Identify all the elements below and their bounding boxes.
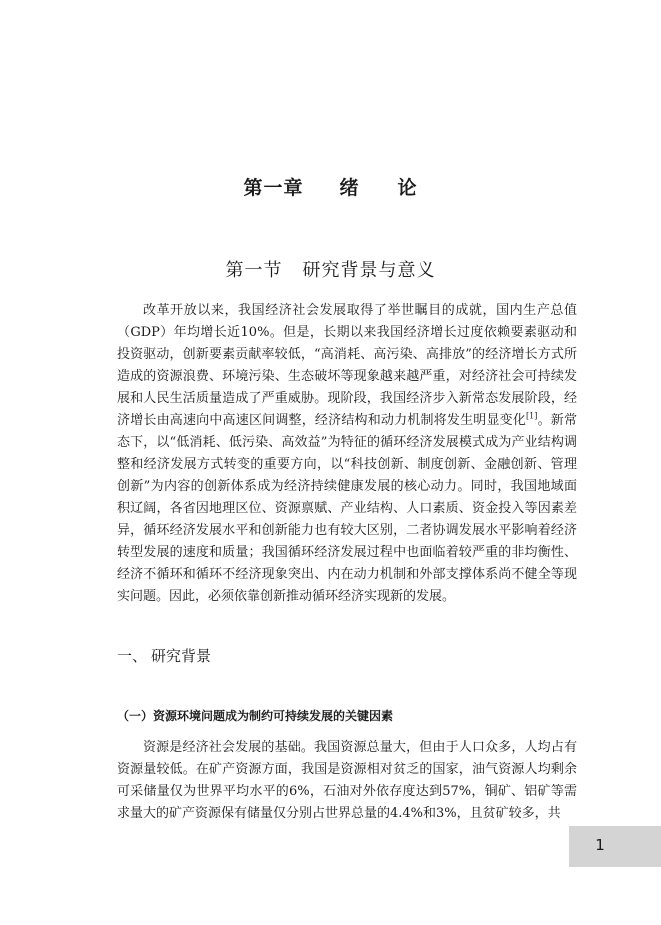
paragraph-intro-text-a: 改革开放以来，我国经济社会发展取得了举世瞩目的成就，国内生产总值（GDP）年均增长近10%。但是，长期以来我国经济增长过度依赖要素驱动和投资驱动，创新要素贡献率较低，“高消耗、高污染、高排放”的经济增长方式所造成的资源浪费、环境污染、生态破坏等现象越来越严重，对经济社会可持续发展和人民生活质量造成了严重威胁。现阶段，我国经济步入新常态发展阶段，经济增长由高速向中高速区间调整，经济结构和动力机制将发生明显变化 xyxy=(117,303,577,428)
section-label: 第一节 xyxy=(225,260,283,281)
paragraph-resources-text: 资源是经济社会发展的基础。我国资源总量大，但由于人口众多，人均占有资源量较低。在矿产资源方面，我国是资源相对贫乏的国家，油气资源人均剩余可采储量仅为世界平均水平的6%，石油对外依存度达到57%，铜矿、铝矿等需求量大的矿产资源保有储量仅分别占世界总量的4.4%和3%，且贫矿较多，共 xyxy=(117,740,577,821)
page-number: 1 xyxy=(595,836,605,854)
section-title xyxy=(0,256,661,282)
page-number-tab xyxy=(569,826,661,867)
subsubheading-number: （一） xyxy=(117,709,154,723)
paragraph-intro xyxy=(117,300,577,608)
subsubheading-title: 资源环境问题成为制约可持续发展的关键因素 xyxy=(153,709,394,723)
section-title-text: 研究背景与意义 xyxy=(302,260,436,281)
subsubheading-resource-environment xyxy=(117,707,393,724)
paragraph-intro-text-b: 。新常态下，以“低消耗、低污染、高效益”为特征的循环经济发展模式成为产业结构调整和经济发展方式转变的重要方向，以“科技创新、制度创新、金融创新、管理创新”为内容的创新体系成为经济持续健康发展的核心动力。同时，我国地域面积辽阔，各省因地理区位、资源禀赋、产业结构、人口素质、资金投入等因素差异，循环经济发展水平和创新能力也有较大区别，二者协调发展水平影响着经济转型发展的速度和质量；我国循环经济发展过程中也面临着较严重的非均衡性、经济不循环和循环不经济现象突出、内在动力机制和外部支撑体系尚不健全等现实问题。因此，必须依靠创新推动循环经济实现新的发展。 xyxy=(117,413,577,604)
citation-ref: [1] xyxy=(526,411,538,421)
subheading-research-background xyxy=(117,645,211,666)
chapter-title-part2: 论 xyxy=(397,177,418,199)
chapter-label: 第一章 xyxy=(243,177,304,199)
paragraph-resources xyxy=(117,737,577,825)
chapter-title-part1: 绪 xyxy=(339,177,360,199)
subheading-number: 一、 xyxy=(117,647,148,665)
chapter-title xyxy=(0,173,661,200)
subheading-title: 研究背景 xyxy=(151,647,212,665)
